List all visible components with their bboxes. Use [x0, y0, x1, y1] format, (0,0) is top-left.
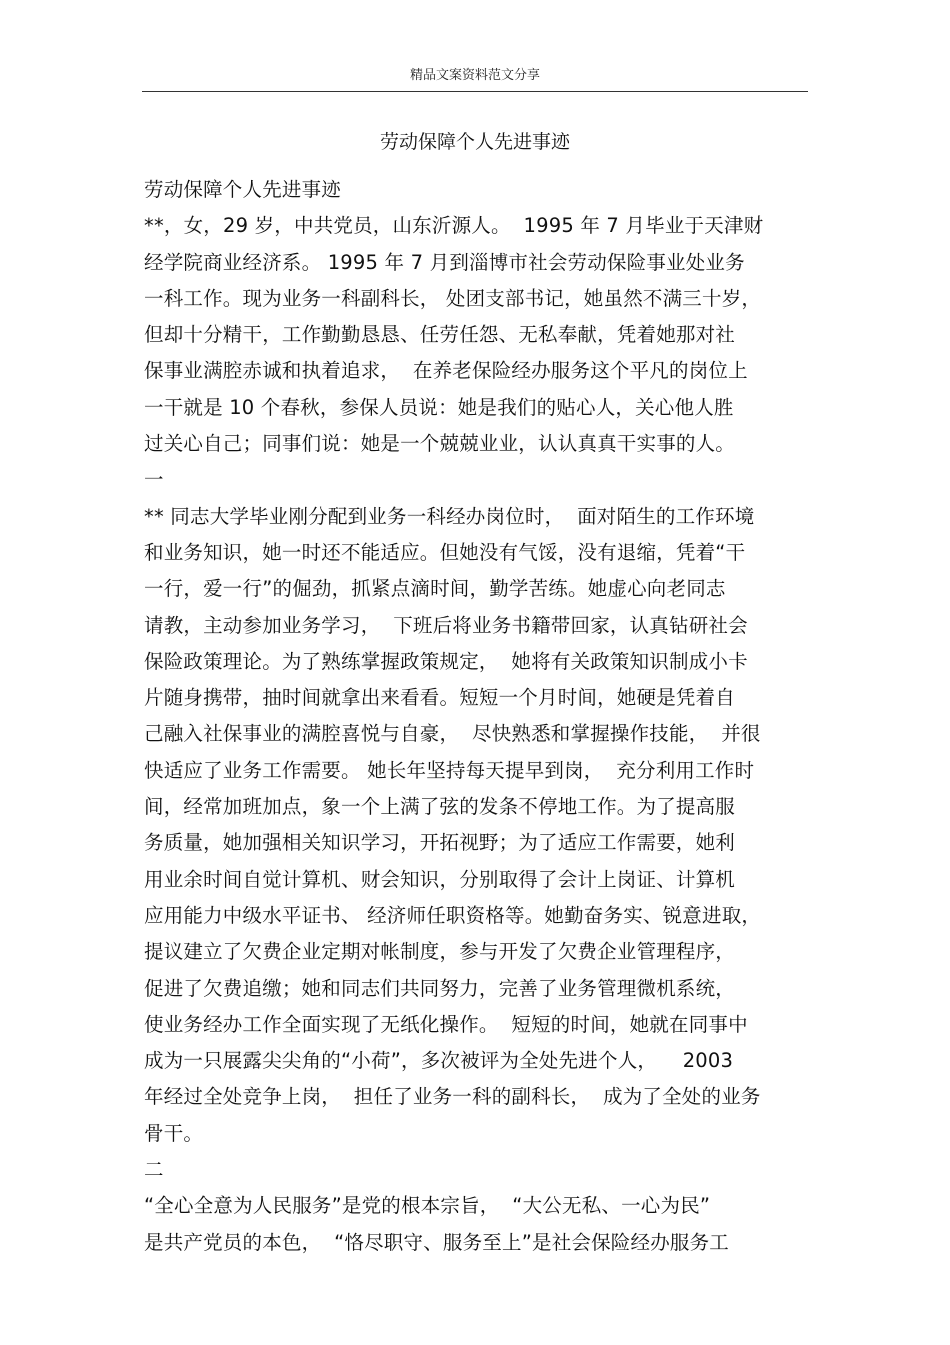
body-line: 和业务知识，她一时还不能适应。但她没有气馁，没有退缩，凭着“干	[144, 540, 746, 564]
body-line: 务质量，她加强相关知识学习，开拓视野；为了适应工作需要，她利	[144, 831, 736, 855]
body-line: 一	[144, 468, 164, 492]
header-divider	[142, 91, 808, 92]
body-line: 成为一只展露尖尖角的“小荷”，多次被评为全处先进个人， 2003	[144, 1049, 734, 1073]
body-line: 使业务经办工作全面实现了无纸化操作。 短短的时间，她就在同事中	[144, 1012, 748, 1036]
body-line: 提议建立了欠费企业定期对帐制度，参与开发了欠费企业管理程序，	[144, 940, 736, 964]
body-line: 保事业满腔赤诚和执着追求， 在养老保险经办服务这个平凡的岗位上	[144, 359, 748, 383]
body-line: 二	[144, 1158, 164, 1182]
body-line: 快适应了业务工作需要。 她长年坚持每天提早到岗， 充分利用工作时	[144, 758, 755, 782]
body-line: 过关心自己；同事们说：她是一个兢兢业业，认认真真干实事的人。	[144, 432, 736, 456]
body-line: 一干就是 10 个春秋，参保人员说：她是我们的贴心人，关心他人胜	[144, 395, 734, 419]
body-line: “全心全意为人民服务”是党的根本宗旨， “大公无私、一心为民”	[144, 1194, 711, 1218]
body-line: 年经过全处竞争上岗， 担任了业务一科的副科长， 成为了全处的业务	[144, 1085, 761, 1109]
body-line: 经学院商业经济系。 1995 年 7 月到淄博市社会劳动保险事业处业务	[144, 250, 745, 274]
body-line: 应用能力中级水平证书、 经济师任职资格等。她勤奋务实、锐意进取，	[144, 903, 762, 927]
body-line: **，女，29 岁，中共党员，山东沂源人。 1995 年 7 月毕业于天津财	[144, 214, 764, 238]
body-line: 一科工作。现为业务一科副科长， 处团支部书记，她虽然不满三十岁，	[144, 286, 762, 310]
body-line: 但却十分精干，工作勤勤恳恳、任劳任怨、无私奉献，凭着她那对社	[144, 323, 736, 347]
body-line: 保险政策理论。为了熟练掌握政策规定， 她将有关政策知识制成小卡	[144, 649, 748, 673]
body-line: 骨干。	[144, 1121, 204, 1145]
body-line: 片随身携带，抽时间就拿出来看看。短短一个月时间，她硬是凭着自	[144, 686, 736, 710]
body-line: 用业余时间自觉计算机、财会知识，分别取得了会计上岗证、计算机	[144, 867, 736, 891]
document-body	[144, 172, 824, 1261]
page-header: 精品文案资料范文分享	[409, 68, 540, 83]
body-line: 促进了欠费追缴；她和同志们共同努力，完善了业务管理微机系统，	[144, 976, 736, 1000]
body-line: ** 同志大学毕业刚分配到业务一科经办岗位时， 面对陌生的工作环境	[144, 504, 755, 528]
body-line: 是共产党员的本色， “恪尽职守、服务至上”是社会保险经办服务工	[144, 1230, 730, 1254]
body-line: 劳动保障个人先进事迹	[144, 178, 342, 201]
body-line: 一行，爱一行”的倔劲，抓紧点滴时间，勤学苦练。她虚心向老同志	[144, 577, 726, 601]
body-line: 间，经常加班加点，象一个上满了弦的发条不停地工作。为了提高服	[144, 795, 736, 819]
document-title: 劳动保障个人先进事迹	[379, 131, 570, 153]
body-line: 己融入社保事业的满腔喜悦与自豪， 尽快熟悉和掌握操作技能， 并很	[144, 722, 761, 746]
body-line: 请教，主动参加业务学习， 下班后将业务书籍带回家，认真钻研社会	[144, 613, 748, 637]
